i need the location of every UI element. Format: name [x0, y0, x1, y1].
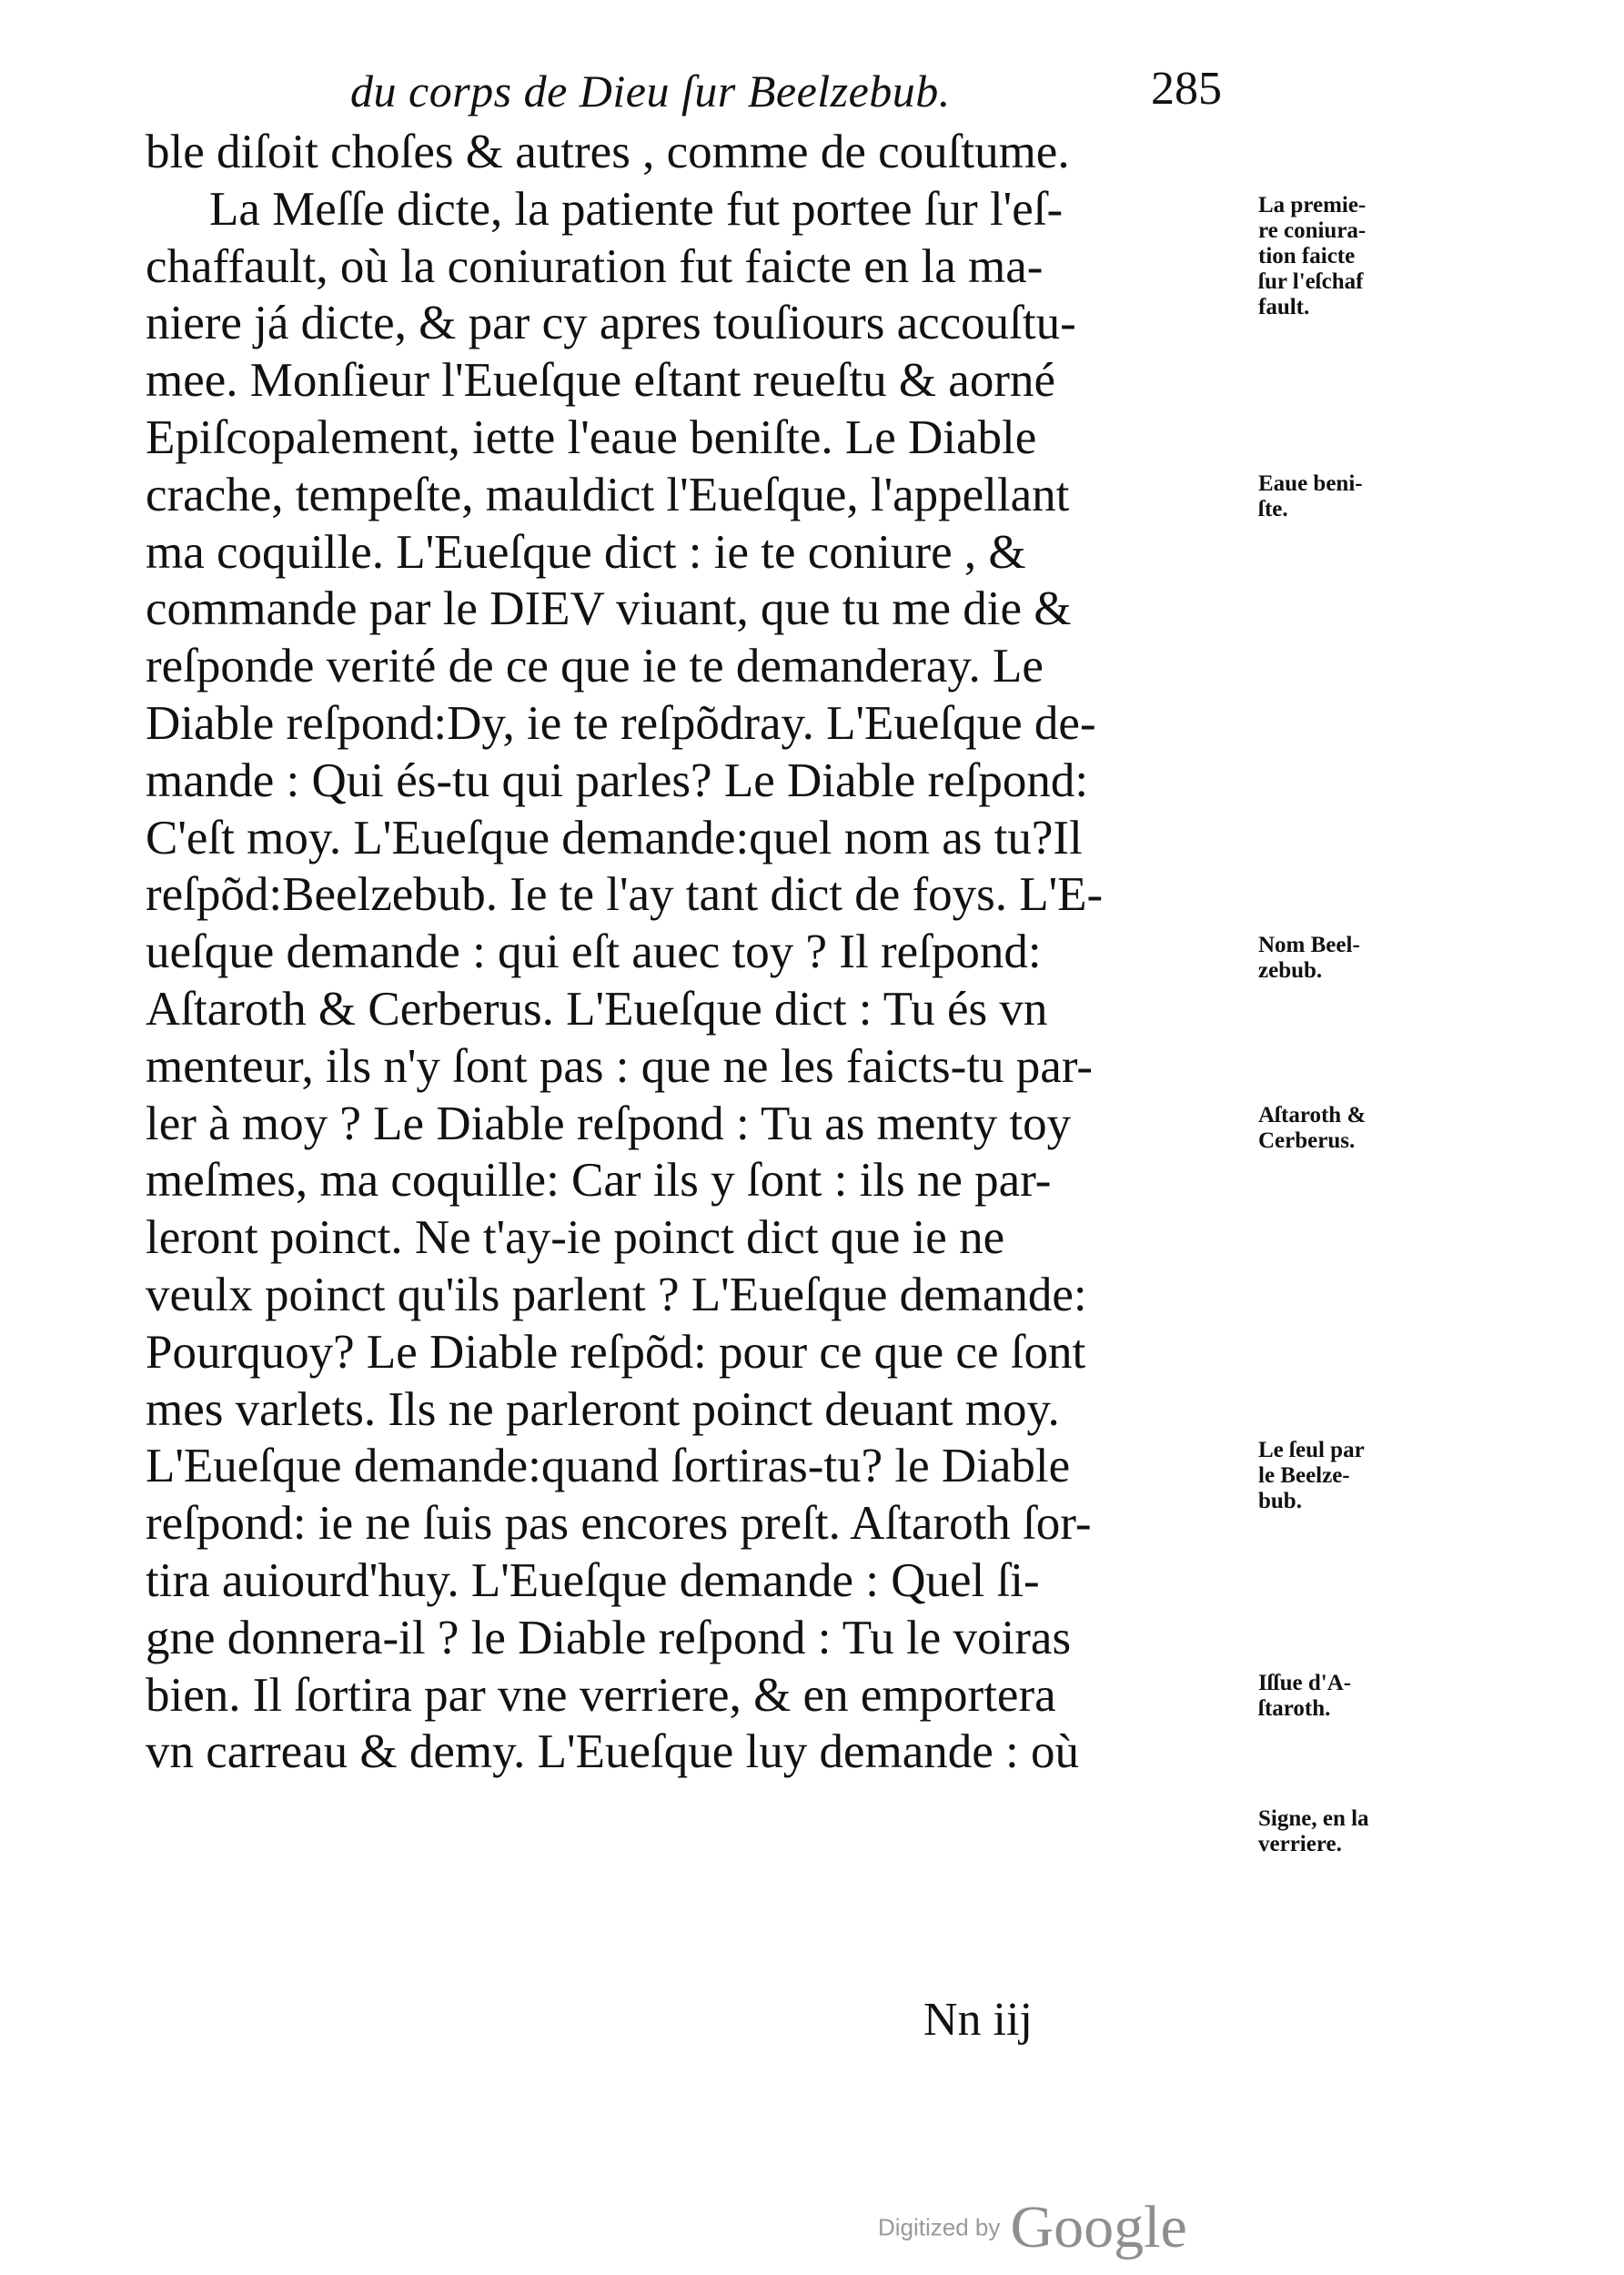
- text-line: mes varlets. Ils ne parleront poinct deuant moy.: [146, 1382, 1060, 1436]
- text-line: Epiſcopalement, iette l'eaue beniſte. Le Diable: [146, 410, 1037, 464]
- digitized-watermark: [878, 2193, 1187, 2262]
- margin-note-line: Le ſeul par: [1258, 1438, 1365, 1462]
- margin-note-line: La premie-: [1258, 193, 1367, 217]
- text-line: reſpõd:Beelzebub. Ie te l'ay tant dict de foys. L'E-: [146, 868, 1104, 922]
- running-head: du corps de Dieu ſur Beelzebub.: [350, 66, 951, 116]
- watermark-prefix: Digitized by: [878, 2213, 1001, 2241]
- margin-note-signe-verriere: [1258, 1806, 1404, 1857]
- signature-mark: Nn iij: [923, 1994, 1033, 2046]
- text-line: Pourquoy? Le Diable reſpõd: pour ce que ce ſont: [146, 1325, 1086, 1379]
- text-line: ma coquille. L'Eueſque dict : ie te coniure , &: [146, 525, 1026, 579]
- text-line: meſmes, ma coquille: Car ils y ſont : ils ne par-: [146, 1154, 1052, 1208]
- margin-note-nom-beelzebub: [1258, 933, 1404, 984]
- margin-note-line: Eaue beni-: [1258, 471, 1363, 496]
- margin-note-line: Cerberus.: [1258, 1128, 1356, 1153]
- text-line: C'eſt moy. L'Eueſque demande:quel nom as tu?Il: [146, 811, 1083, 864]
- margin-note-astaroth-cerberus: [1258, 1103, 1404, 1154]
- text-line: mee. Monſieur l'Eueſque eſtant reueſtu & aorné: [146, 354, 1055, 408]
- text-line: crache, tempeſte, mauldict l'Eueſque, l'appellant: [146, 468, 1070, 521]
- margin-note-line: Iſſue d'A-: [1258, 1671, 1352, 1695]
- margin-note-line: Aſtaroth &: [1258, 1103, 1367, 1127]
- text-line: veulx poinct qu'ils parlent ? L'Eueſque demande:: [146, 1268, 1087, 1321]
- margin-note-line: fault.: [1258, 295, 1310, 319]
- margin-note-line: verriere.: [1258, 1832, 1342, 1856]
- margin-note-premiere-coniuration: [1258, 193, 1404, 320]
- text-line: ble diſoit choſes & autres , comme de couſtume.: [146, 126, 1070, 178]
- text-line: niere já dicte, & par cy apres touſiours accouſtu-: [146, 297, 1076, 350]
- text-line: L'Eueſque demande:quand ſortiras-tu? le Diable: [146, 1440, 1071, 1493]
- text-line: commande par le DIEV viuant, que tu me die &: [146, 582, 1072, 636]
- text-line: Aſtaroth & Cerberus. L'Eueſque dict : Tu és vn: [146, 982, 1048, 1036]
- text-line: reſpond: ie ne ſuis pas encores preſt. Aſtaroth ſor-: [146, 1497, 1092, 1551]
- margin-note-line: zebub.: [1258, 958, 1323, 983]
- text-line: reſponde verité de ce que ie te demanderay. Le: [146, 640, 1044, 693]
- text-line: bien. Il ſortira par vne verriere, & en emportera: [146, 1668, 1056, 1722]
- margin-note-line: ſur l'eſchaf: [1258, 269, 1364, 294]
- text-line: gne donnera-il ? le Diable reſpond : Tu le voiras: [146, 1611, 1072, 1664]
- text-line: Diable reſpond:Dy, ie te reſpõdray. L'Eueſque de-: [146, 696, 1096, 750]
- margin-note-line: tion faicte: [1258, 244, 1356, 268]
- margin-note-issue-astaroth: [1258, 1671, 1404, 1722]
- margin-note-seul-parle: [1258, 1438, 1404, 1514]
- text-line: ler à moy ? Le Diable reſpond : Tu as menty toy: [146, 1097, 1072, 1150]
- text-line: mande : Qui és-tu qui parles? Le Diable reſpond:: [146, 753, 1089, 807]
- text-line: tira auiourd'huy. L'Eueſque demande : Quel ſi-: [146, 1553, 1040, 1607]
- text-line: La Meſſe dicte, la patiente fut portee ſur l'eſ-: [209, 182, 1064, 236]
- margin-note-line: Nom Beel-: [1258, 933, 1360, 957]
- text-line: leront poinct. Ne t'ay-ie poinct dict que ie ne: [146, 1211, 1005, 1265]
- page-number: 285: [1151, 63, 1222, 115]
- margin-note-line: ſte.: [1258, 497, 1288, 521]
- margin-note-line: ſtaroth.: [1258, 1696, 1331, 1721]
- text-line: chaffault, où la coniuration fut faicte en la ma-: [146, 239, 1044, 293]
- text-line: ueſque demande : qui eſt auec toy ? Il reſpond:: [146, 925, 1042, 979]
- margin-note-line: re coniura-: [1258, 218, 1367, 243]
- watermark-brand: Google: [1010, 2194, 1187, 2260]
- margin-note-line: bub.: [1258, 1489, 1302, 1513]
- text-line: vn carreau & demy. L'Eueſque luy demande : où: [146, 1725, 1079, 1779]
- body-text: [146, 124, 1251, 1781]
- text-line: menteur, ils n'y ſont pas : que ne les faicts-tu par-: [146, 1039, 1094, 1093]
- margin-note-line: Signe, en la: [1258, 1806, 1369, 1831]
- margin-note-line: le Beelze-: [1258, 1463, 1350, 1488]
- margin-note-eaue-beniste: [1258, 471, 1404, 522]
